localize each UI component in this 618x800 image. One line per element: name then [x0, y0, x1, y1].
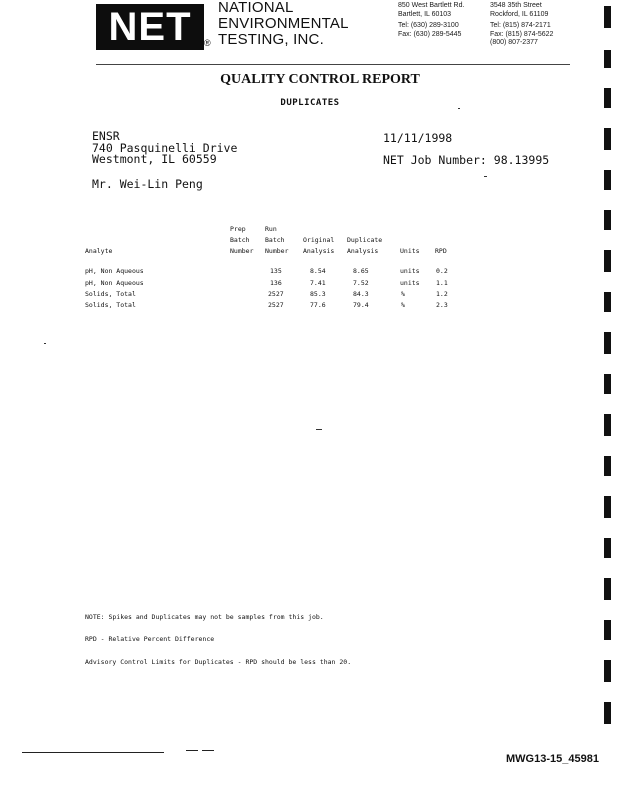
header-original-l3: Analysis [303, 247, 335, 255]
cell-units: % [401, 301, 405, 309]
scan-speck [44, 343, 46, 344]
cell-units: units [400, 267, 420, 275]
office2-tel: Tel: (815) 874-2171 [490, 22, 551, 29]
cell-analyte: pH, Non Aqueous [85, 279, 144, 287]
binder-mark [604, 538, 611, 558]
office2-street: 3548 35th Street [490, 2, 542, 9]
header-prep-l2: Batch [230, 236, 250, 244]
cell-run: 2527 [268, 301, 284, 309]
binder-mark [604, 50, 611, 68]
company-logo: NET [96, 4, 204, 50]
cell-duplicate: 7.52 [353, 279, 369, 287]
binder-mark [604, 414, 611, 436]
cell-analyte: pH, Non Aqueous [85, 267, 144, 275]
cell-rpd: 0.2 [436, 267, 448, 275]
header-rpd-l2 [435, 235, 447, 246]
scan-speck [316, 429, 322, 430]
header-duplicate-l2: Duplicate [347, 236, 383, 244]
client-street: 740 Pasquinelli Drive [92, 140, 238, 155]
cell-duplicate: 8.65 [353, 267, 369, 275]
client-city: Westmont, IL 60559 [92, 152, 217, 166]
binder-mark [604, 496, 611, 518]
report-title: QUALITY CONTROL REPORT [220, 72, 420, 87]
header-run-l1: Run [265, 225, 277, 233]
footer-dash-2 [202, 750, 214, 751]
header-run-batch [265, 224, 288, 257]
header-analyte-l1 [85, 224, 112, 235]
office2-city: Rockford, IL 61109 [490, 10, 549, 18]
header-analyte [85, 224, 112, 257]
binder-mark [604, 250, 611, 272]
cell-run: 2527 [268, 290, 284, 298]
cell-rpd: 2.3 [436, 301, 448, 309]
header-rpd [435, 224, 447, 257]
header-original [303, 224, 334, 257]
scan-speck [458, 108, 460, 109]
office1-street: 850 West Bartlett Rd. [398, 2, 465, 9]
header-rpd-l1 [435, 224, 447, 235]
binder-mark [604, 332, 611, 354]
header-run-l2: Batch [265, 236, 285, 244]
binder-mark [604, 170, 611, 190]
cell-duplicate: 84.3 [353, 290, 369, 298]
company-name-line-2: ENVIRONMENTAL [218, 15, 349, 32]
header-prep-batch [230, 224, 253, 257]
cell-units: % [401, 290, 405, 298]
footer-line-left [22, 752, 164, 753]
header-prep-l1: Prep [230, 225, 246, 233]
cell-rpd: 1.2 [436, 290, 448, 298]
office1-city: Bartlett, IL 60103 [398, 10, 452, 18]
header-analyte-l3: Analyte [85, 247, 113, 255]
cell-run: 136 [270, 279, 282, 287]
header-prep-l3: Number [230, 247, 254, 255]
header-original-l1 [303, 224, 334, 235]
header-duplicate-l3: Analysis [347, 247, 379, 255]
header-units-l2 [400, 235, 420, 246]
cell-run: 135 [270, 267, 282, 275]
cell-original: 85.3 [310, 290, 326, 298]
company-name-line-1: NATIONAL [218, 0, 294, 16]
header-units [400, 224, 420, 257]
header-units-l3: Units [400, 247, 420, 255]
duplicates-table [0, 0, 618, 330]
job-number: NET Job Number: 98.13995 [383, 153, 550, 167]
header-analyte-l2 [85, 235, 112, 246]
cell-rpd: 1.1 [436, 279, 448, 287]
binder-mark [604, 456, 611, 476]
header-run-l3: Number [265, 247, 289, 255]
office2-tollfree: (800) 807-2377 [490, 39, 538, 46]
header-duplicate-l1 [347, 224, 382, 235]
registered-mark: ® [204, 38, 211, 48]
header-rpd-l3: RPD [435, 247, 447, 255]
binder-mark [604, 292, 611, 312]
cell-original: 8.54 [310, 267, 326, 275]
note-rpd-definition: RPD - Relative Percent Difference [85, 635, 215, 643]
header-original-l2: Original [303, 236, 335, 244]
note-spikes-duplicates: NOTE: Spikes and Duplicates may not be samples from this job. [85, 613, 324, 621]
binder-mark [604, 578, 611, 600]
document-id: MWG13-15_45981 [506, 753, 599, 765]
office1-fax: Fax: (630) 289-5445 [398, 30, 462, 38]
client-contact: Mr. Wei-Lin Peng [92, 177, 203, 191]
report-date: 11/11/1998 [383, 131, 453, 145]
scan-speck [484, 176, 487, 177]
cell-original: 7.41 [310, 279, 326, 287]
binder-mark [604, 374, 611, 394]
footer-dash-1 [186, 750, 198, 751]
cell-original: 77.6 [310, 301, 326, 309]
header-units-l1 [400, 224, 420, 235]
note-advisory-limits: Advisory Control Limits for Duplicates - RPD should be less than 20. [85, 658, 352, 666]
client-name: ENSR [92, 129, 120, 143]
binder-mark [604, 88, 611, 108]
header-duplicate [347, 224, 382, 257]
binder-mark [604, 620, 611, 640]
company-name-line-3: TESTING, INC. [218, 31, 324, 48]
office1-tel: Tel: (630) 289-3100 [398, 22, 459, 29]
office2-fax: Fax: (815) 874-5622 [490, 30, 554, 38]
report-subtitle: DUPLICATES [280, 98, 340, 108]
binder-mark [604, 6, 611, 28]
cell-units: units [400, 279, 420, 287]
cell-analyte: Solids, Total [85, 290, 136, 298]
cell-duplicate: 79.4 [353, 301, 369, 309]
binder-mark [604, 128, 611, 150]
binder-mark [604, 210, 611, 230]
cell-analyte: Solids, Total [85, 301, 136, 309]
binder-mark [604, 660, 611, 682]
binder-mark [604, 702, 611, 724]
